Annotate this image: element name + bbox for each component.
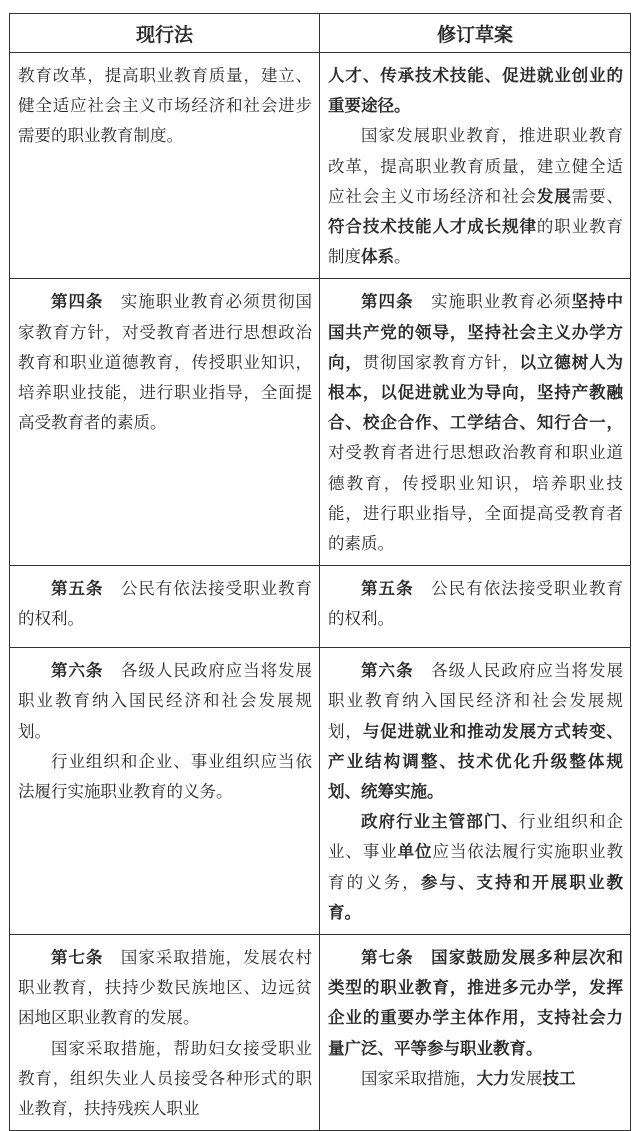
article-number: 第六条 bbox=[51, 661, 104, 681]
table-header-row bbox=[10, 14, 631, 53]
draft-cell bbox=[320, 53, 631, 279]
amended-text: 单位 bbox=[397, 842, 433, 862]
text-segment: 实施职业教育必须 bbox=[413, 292, 572, 312]
paragraph bbox=[18, 656, 312, 747]
amended-text: 坚持中国共产党的领导，坚持社会主义办学方向， bbox=[328, 292, 624, 372]
text-segment: 国家采取措施， bbox=[361, 1068, 477, 1088]
amended-text: 与促进就业和推动发展方式转变、产业结构调整、技术优化升级整体规划、统筹实施。 bbox=[328, 721, 623, 802]
text-segment bbox=[414, 948, 432, 967]
table-row bbox=[10, 53, 631, 279]
header-current-law: 现行法 bbox=[10, 14, 320, 53]
header-draft: 修订草案 bbox=[320, 14, 631, 53]
paragraph bbox=[18, 61, 312, 152]
amended-text: 以立德树人为根本，以促进就业为导向，坚持产教融合、校企合作、工学结合、知行合一， bbox=[328, 352, 623, 433]
draft-cell bbox=[320, 566, 631, 648]
paragraph bbox=[328, 61, 623, 121]
paragraph bbox=[18, 574, 312, 634]
text-segment: 公民有依法接受职业教育的权利。 bbox=[18, 579, 313, 629]
amended-text: 符合技术技能人才成长规律 bbox=[328, 217, 537, 237]
text-segment: 教育改革，提高职业教育质量，建立、健全适应社会主义市场经济和社会进步需要的职业教育制度。 bbox=[18, 66, 312, 146]
text-segment: 国家采取措施，发展农村职业教育，扶持少数民族地区、边远贫困地区职业教育的发展。 bbox=[18, 948, 313, 1028]
article-number: 第四条 bbox=[51, 292, 104, 312]
paragraph bbox=[328, 656, 623, 807]
comparison-table bbox=[9, 13, 631, 1131]
text-segment: 。 bbox=[394, 247, 411, 267]
text-segment: 的职业教育制度 bbox=[328, 217, 623, 267]
current-law-cell bbox=[10, 648, 320, 935]
amended-text: 参与、支持和开展职业教育。 bbox=[328, 872, 624, 922]
article-number: 第五条 bbox=[361, 579, 414, 599]
current-law-cell bbox=[10, 566, 320, 648]
text-segment: 贯彻国家教育方针， bbox=[362, 352, 520, 372]
article-number: 第五条 bbox=[51, 579, 104, 599]
text-segment: 需要、 bbox=[571, 186, 623, 206]
text-segment: 公民有依法接受职业教育的权利。 bbox=[328, 579, 624, 629]
amended-text: 体系 bbox=[361, 247, 394, 267]
article-number: 第四条 bbox=[361, 292, 414, 312]
article-number: 第六条 bbox=[361, 661, 414, 681]
article-number: 第七条 bbox=[361, 948, 414, 968]
text-segment: 应当依法履行实施职业教育的义务， bbox=[328, 842, 623, 892]
text-segment: 各级人民政府应当将发展职业教育纳入国民经济和社会发展规划， bbox=[328, 661, 624, 741]
amended-text: 大力 bbox=[476, 1068, 510, 1088]
paragraph bbox=[18, 747, 312, 807]
article-number: 第七条 bbox=[51, 948, 104, 968]
paragraph bbox=[328, 943, 623, 1064]
paragraph bbox=[328, 574, 623, 634]
paragraph bbox=[328, 287, 623, 559]
text-segment: 行业组织和企业、事业 bbox=[328, 812, 624, 862]
draft-cell bbox=[320, 648, 631, 935]
text-segment: 实施职业教育必须贯彻国家教育方针，对受教育者进行思想政治教育和职业道德教育，传授职业知识，培养职业技能，进行职业指导，全面提高受教育者的素质。 bbox=[18, 292, 313, 433]
text-segment: 国家采取措施，帮助妇女接受职业教育，组织失业人员接受各种形式的职业教育，扶持残疾人职业 bbox=[18, 1038, 312, 1119]
text-segment: 对受教育者进行思想政治教育和职业道德教育，传授职业知识，培养职业技能，进行职业指导，全面提高受教育者的素质。 bbox=[328, 443, 623, 554]
paragraph bbox=[18, 943, 312, 1034]
text-segment: 发展 bbox=[509, 1068, 543, 1088]
current-law-cell bbox=[10, 53, 320, 279]
table-row bbox=[10, 935, 631, 1131]
table-row bbox=[10, 279, 631, 566]
draft-cell bbox=[320, 935, 631, 1131]
amended-text: 人才、传承技术技能、促进就业创业的重要途径。 bbox=[328, 66, 623, 116]
paragraph bbox=[328, 1064, 623, 1094]
amended-text: 政府行业主管部门、 bbox=[361, 812, 519, 832]
paragraph bbox=[328, 121, 623, 272]
text-segment: 各级人民政府应当将发展职业教育纳入国民经济和社会发展规划。 bbox=[18, 661, 313, 741]
amended-text: 技工 bbox=[542, 1068, 576, 1088]
paragraph bbox=[18, 287, 312, 438]
paragraph bbox=[18, 1034, 312, 1125]
draft-cell bbox=[320, 279, 631, 566]
text-segment: 国家发展职业教育，推进职业教育改革，提高职业教育质量，建立健全适应社会主义市场经济和社会 bbox=[328, 126, 623, 206]
current-law-cell bbox=[10, 935, 320, 1131]
amended-text: 国家鼓励发展多种层次和类型的职业教育，推进多元办学，发挥企业的重要办学主体作用，支持社会力量广泛、平等参与职业教育。 bbox=[328, 948, 624, 1058]
amended-text: 发展 bbox=[536, 186, 572, 206]
text-segment: 行业组织和企业、事业组织应当依法履行实施职业教育的义务。 bbox=[18, 751, 312, 802]
current-law-cell bbox=[10, 279, 320, 566]
table-row bbox=[10, 648, 631, 935]
paragraph bbox=[328, 807, 623, 928]
table-row bbox=[10, 566, 631, 648]
